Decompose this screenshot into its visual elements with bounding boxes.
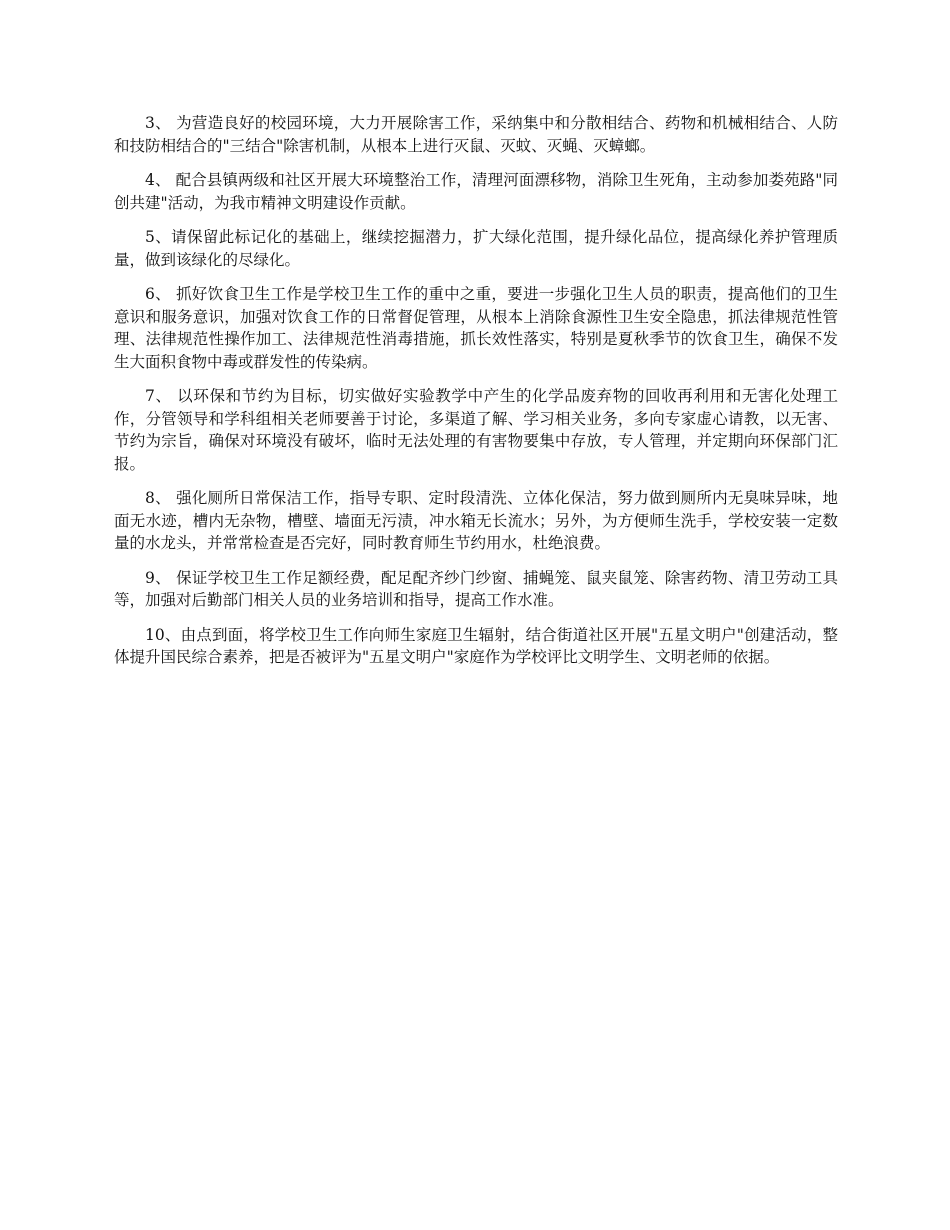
paragraph-item-3: 3、 为营造良好的校园环境，大力开展除害工作，采纳集中和分散相结合、药物和机械相结合、人防和技防相结合的"三结合"除害机制，从根本上进行灭鼠、灭蚊、灭蝇、灭蟑螂。 [114, 114, 838, 155]
paragraph-item-10: 10、由点到面，将学校卫生工作向师生家庭卫生辐射，结合街道社区开展"五星文明户"创建活动，整体提升国民综合素养，把是否被评为"五星文明户"家庭作为学校评比文明学生、文明老师的依据。 [114, 625, 838, 666]
paragraph-item-8: 8、 强化厕所日常保洁工作，指导专职、定时段清洗、立体化保洁，努力做到厕所内无臭味异味，地面无水迹，槽内无杂物，槽壁、墙面无污渍，冲水箱无长流水；另外，为方便师生洗手，学校安装一定数量的水龙头，并常常检查是否完好，同时教育师生节约用水，杜绝浪费。 [114, 489, 838, 552]
paragraph-item-4: 4、 配合县镇两级和社区开展大环境整治工作，清理河面漂移物，消除卫生死角，主动参加娄苑路"同创共建"活动，为我市精神文明建设作贡献。 [114, 171, 838, 212]
document-body [114, 112, 838, 681]
paragraph-item-9: 9、 保证学校卫生工作足额经费，配足配齐纱门纱窗、捕蝇笼、鼠夹鼠笼、除害药物、清卫劳动工具等，加强对后勤部门相关人员的业务培训和指导，提高工作水准。 [114, 568, 838, 609]
paragraph-item-7: 7、 以环保和节约为目标，切实做好实验教学中产生的化学品废弃物的回收再利用和无害化处理工作，分管领导和学科组相关老师要善于讨论，多渠道了解、学习相关业务，多向专家虚心请教，以无害、节约为宗旨，确保对环境没有破坏，临时无法处理的有害物要集中存放，专人管理，并定期向环保部门汇报。 [114, 387, 838, 473]
paragraph-item-6: 6、 抓好饮食卫生工作是学校卫生工作的重中之重，要进一步强化卫生人员的职责，提高他们的卫生意识和服务意识，加强对饮食工作的日常督促管理，从根本上消除食源性卫生安全隐患，抓法律规范性管理、法律规范性操作加工、法律规范性消毒措施，抓长效性落实，特别是夏秋季节的饮食卫生，确保不发生大面积食物中毒或群发性的传染病。 [114, 285, 838, 371]
paragraph-item-5: 5、请保留此标记化的基础上，继续挖掘潜力，扩大绿化范围，提升绿化品位，提高绿化养护管理质量，做到该绿化的尽绿化。 [114, 228, 838, 269]
